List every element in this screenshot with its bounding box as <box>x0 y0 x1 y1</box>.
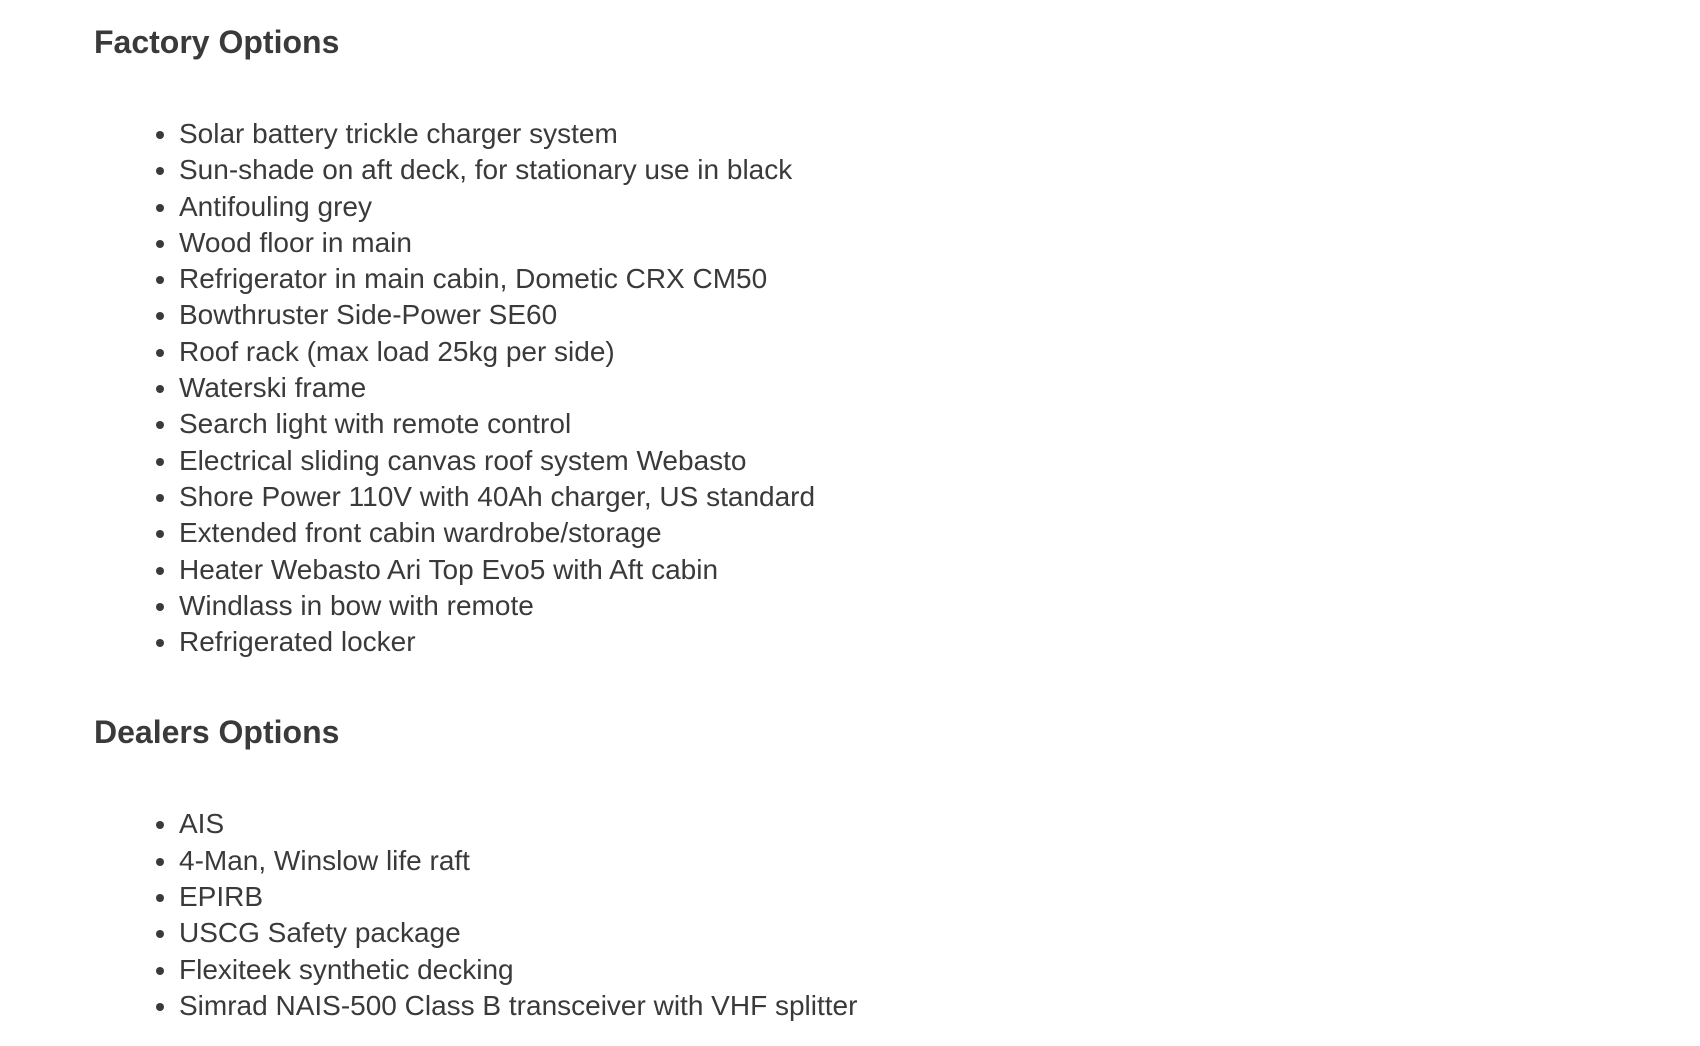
list-item: • Solar battery trickle charger system <box>179 116 1700 152</box>
list-item: • Waterski frame <box>179 370 1700 406</box>
list-item: • Roof rack (max load 25kg per side) <box>179 334 1700 370</box>
list-item: • AIS <box>179 806 1700 842</box>
list-item: • Refrigerated locker <box>179 624 1700 660</box>
list-item: • Simrad NAIS-500 Class B transceiver with VHF splitter <box>179 988 1700 1024</box>
dealers-options-heading: Dealers Options <box>94 714 340 751</box>
list-item: • Heater Webasto Ari Top Evo5 with Aft cabin <box>179 552 1700 588</box>
list-item: • Extended front cabin wardrobe/storage <box>179 515 1700 551</box>
list-item: • Shore Power 110V with 40Ah charger, US standard <box>179 479 1700 515</box>
list-item: • Windlass in bow with remote <box>179 588 1700 624</box>
factory-options-list <box>94 116 1700 660</box>
dealers-options-list <box>94 806 1700 1024</box>
list-item: • Refrigerator in main cabin, Dometic CRX CM50 <box>179 261 1700 297</box>
list-item: • Wood floor in main <box>179 225 1700 261</box>
list-item: • EPIRB <box>179 879 1700 915</box>
list-item: • Sun-shade on aft deck, for stationary use in black <box>179 152 1700 188</box>
factory-options-heading: Factory Options <box>94 24 340 60</box>
list-item: • Bowthruster Side-Power SE60 <box>179 297 1700 333</box>
list-item: • Flexiteek synthetic decking <box>179 952 1700 988</box>
list-item: • 4-Man, Winslow life raft <box>179 843 1700 879</box>
list-item: • Antifouling grey <box>179 189 1700 225</box>
list-item: • Search light with remote control <box>179 406 1700 442</box>
list-item: • Electrical sliding canvas roof system Webasto <box>179 443 1700 479</box>
list-item: • USCG Safety package <box>179 915 1700 951</box>
